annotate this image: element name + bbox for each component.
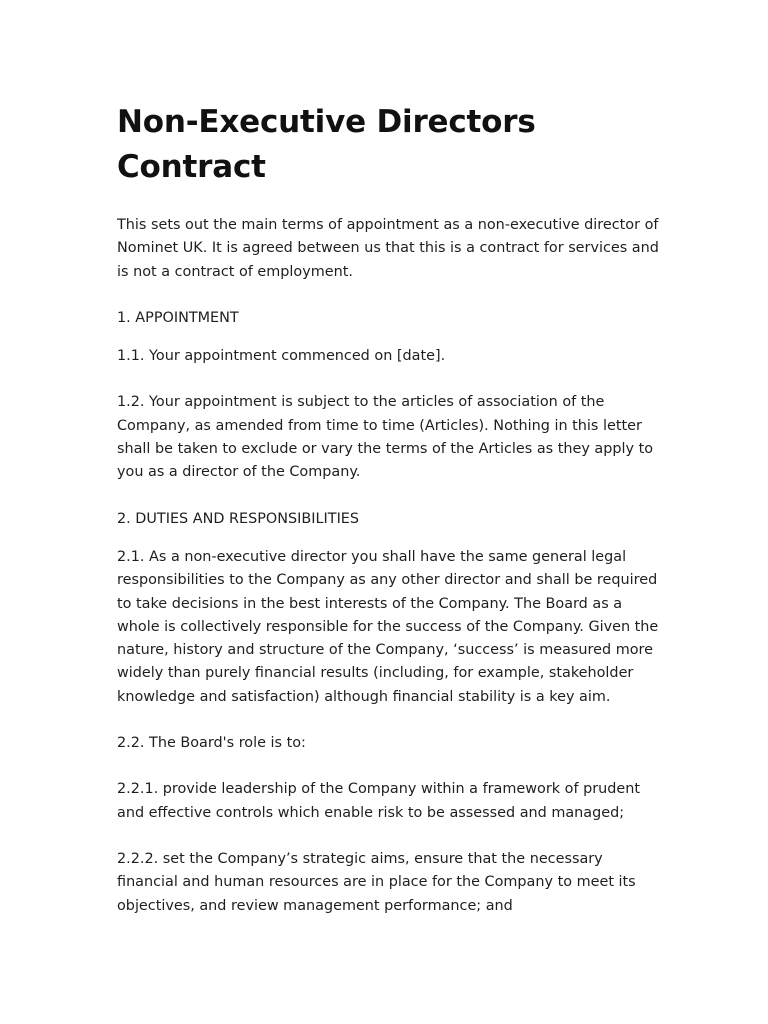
clause-1-1: 1.1. Your appointment commenced on [date].	[117, 348, 446, 365]
section-heading-appointment: 1. APPOINTMENT	[117, 309, 239, 326]
document-title	[117, 100, 662, 190]
title-line-1: Non-Executive Directors	[117, 104, 536, 140]
intro-paragraph: This sets out the main terms of appointment as a non-executive director of Nominet UK. It is agreed between us that this is a contract for services and is not a contract of employment.	[117, 217, 659, 280]
title-line-2: Contract	[117, 149, 266, 185]
document-page	[117, 100, 662, 941]
clause-1-2: 1.2. Your appointment is subject to the articles of association of the Company, as amended from time to time (Articles). Nothing in this letter shall be taken to exclude or vary the terms of the Articles as they apply to you as a director of the Company.	[117, 394, 654, 481]
section-heading-duties: 2. DUTIES AND RESPONSIBILITIES	[117, 510, 360, 527]
clause-2-2: 2.2. The Board's role is to:	[117, 735, 306, 752]
clause-2-2-1: 2.2.1. provide leadership of the Company within a framework of prudent and effective controls which enable risk to be assessed and managed;	[117, 781, 641, 821]
clause-2-2-2: 2.2.2. set the Company’s strategic aims, ensure that the necessary financial and human resources are in place for the Company to meet its objectives, and review management performance; and	[117, 850, 636, 914]
clause-2-1: 2.1. As a non-executive director you shall have the same general legal responsibilities to the Company as any other director and shall be required to take decisions in the best interests of the Company. The Board as a whole is collectively responsible for the success of the Company. Given the nature, history and structure of the Company, ‘success’ is measured more widely than purely financial results (including, for example, stakeholder knowledge and satisfaction) although financial stability is a key aim.	[117, 548, 659, 705]
